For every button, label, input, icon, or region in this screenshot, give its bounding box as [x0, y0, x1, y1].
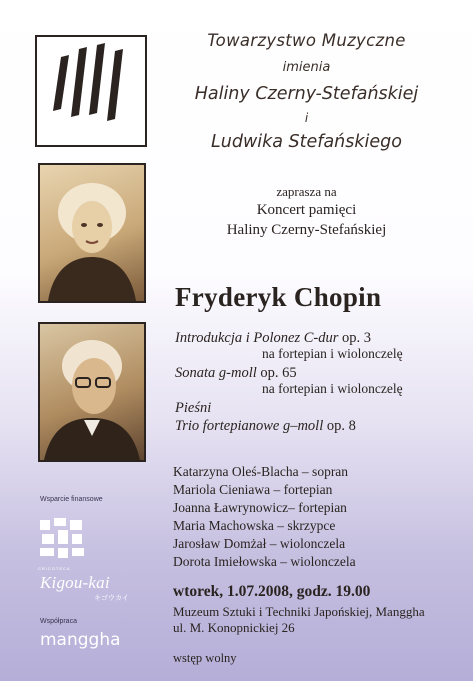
performer-3: Joanna Ławrynowicz– fortepian — [173, 500, 347, 515]
kigou-kai-logo: Kigou-kai — [40, 573, 110, 592]
invite-line-2: Koncert pamięci — [256, 202, 357, 218]
portrait-woman-photo — [38, 163, 146, 303]
program-item-4-opus: op. 8 — [323, 418, 356, 434]
kigou-kai-kana: キゴウカイ — [94, 594, 129, 602]
manggha-logo: manggha — [40, 630, 121, 650]
society-imienia: imienia — [282, 60, 331, 75]
cricoteca-text: CRICOTECA — [38, 566, 71, 571]
performer-2: Mariola Cieniawa – fortepian — [173, 482, 333, 497]
cricoteca-logo — [38, 516, 88, 564]
society-patron-2: Ludwika Stefańskiego — [211, 132, 402, 152]
program-item-2-title: Sonata g-moll — [175, 365, 257, 381]
portrait-man-photo — [38, 322, 146, 462]
performer-4: Maria Machowska – skrzypce — [173, 518, 336, 533]
cooperation-label: Współpraca — [40, 618, 77, 625]
invite-line-3: Haliny Czerny-Stefańskiej — [226, 222, 387, 238]
event-address: ul. M. Konopnickiej 26 — [173, 620, 295, 635]
performer-1: Katarzyna Oleś-Blacha – sopran — [173, 464, 349, 479]
society-name: Towarzystwo Muzyczne — [207, 31, 406, 50]
program-item-2 — [175, 365, 297, 382]
program-item-2-subtitle: na fortepian i wiolonczelę — [262, 381, 403, 396]
program-item-3: Pieśni — [175, 400, 212, 416]
support-label: Wsparcie finansowe — [40, 496, 103, 503]
program-item-1-title: Introdukcja i Polonez C-dur — [175, 330, 339, 346]
society-conjunction: i — [304, 111, 309, 125]
piano-keys-logo-icon — [37, 37, 145, 145]
program-item-1 — [175, 330, 371, 347]
event-date: wtorek, 1.07.2008, godz. 19.00 — [173, 583, 371, 600]
society-logo — [35, 35, 147, 147]
performer-6: Dorota Imiełowska – wiolonczela — [173, 554, 356, 569]
event-entry: wstęp wolny — [173, 651, 237, 665]
society-patron-1: Haliny Czerny-Stefańskiej — [194, 84, 419, 104]
program-item-4-title: Trio fortepianowe g–moll — [175, 418, 324, 434]
performer-5: Jarosław Domżał – wiolonczela — [173, 536, 346, 551]
program-item-1-opus: op. 3 — [338, 330, 371, 346]
program-item-4 — [175, 418, 356, 435]
cricoteca-logo-icon — [38, 516, 88, 564]
program-item-1-subtitle: na fortepian i wiolonczelę — [262, 346, 403, 361]
program-item-2-opus: op. 65 — [256, 365, 297, 381]
event-venue: Muzeum Sztuki i Techniki Japońskiej, Manggha — [173, 604, 425, 619]
invite-line-1: zaprasza na — [276, 184, 337, 199]
composer-title: Fryderyk Chopin — [175, 282, 382, 312]
